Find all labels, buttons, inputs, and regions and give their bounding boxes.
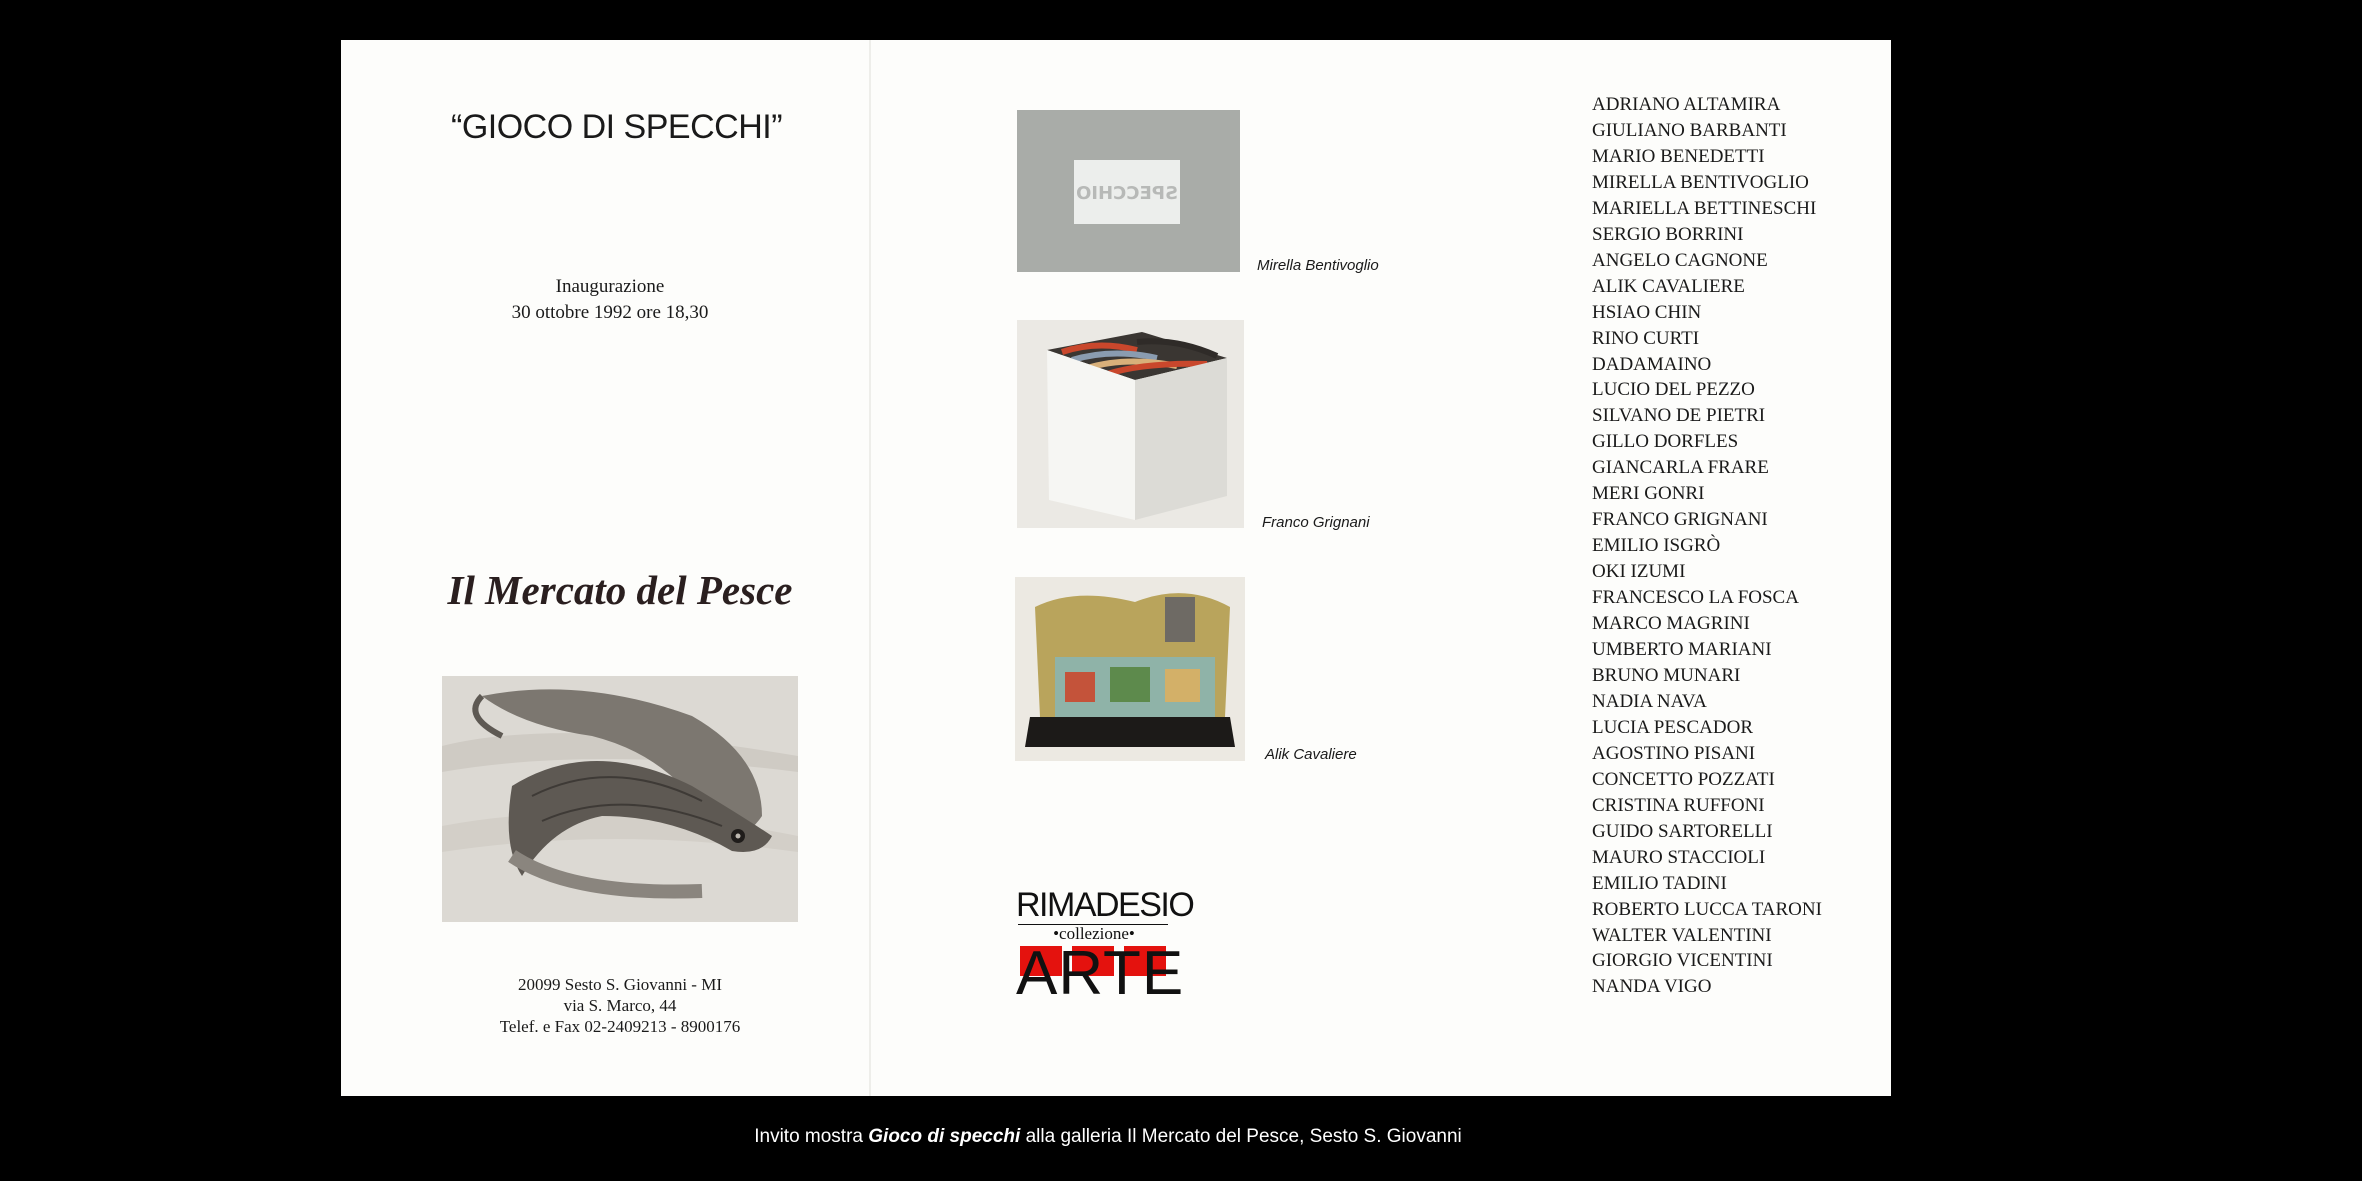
footer-title: Gioco di specchi (868, 1126, 1021, 1147)
artist-name: ANGELO CAGNONE (1592, 249, 1768, 271)
fold-line (869, 40, 871, 1096)
artist-name: LUCIO DEL PEZZO (1592, 379, 1755, 401)
artist-name: MARIELLA BETTINESCHI (1592, 197, 1817, 219)
artwork-photo-aquarium (1015, 577, 1245, 761)
artist-name: GIANCARLA FRARE (1592, 457, 1769, 479)
artist-name: DADAMAINO (1592, 353, 1712, 375)
artist-name: UMBERTO MARIANI (1592, 639, 1772, 661)
artist-name: MIRELLA BENTIVOGLIO (1592, 171, 1809, 193)
artist-name: HSIAO CHIN (1592, 301, 1702, 323)
koi-fish-engraving (442, 676, 798, 922)
address-line-3: Telef. e Fax 02-2409213 - 8900176 (499, 1017, 741, 1036)
artist-name: NADIA NAVA (1592, 690, 1707, 712)
artist-name: AGOSTINO PISANI (1592, 742, 1756, 764)
address-line-2: via S. Marco, 44 (563, 996, 677, 1015)
artist-name: GIULIANO BARBANTI (1592, 119, 1787, 141)
footer-caption (0, 1126, 2216, 1148)
artwork-photo-white-box (1017, 320, 1244, 528)
footer-suffix: alla galleria Il Mercato del Pesce, Sesto S. Giovanni (1020, 1126, 1462, 1147)
artist-list (1592, 92, 1822, 1000)
mirror-sign-text: SPECCHIO (1076, 183, 1178, 204)
artist-name: RINO CURTI (1592, 327, 1700, 349)
artist-name: CONCETTO POZZATI (1592, 768, 1775, 790)
logo-word: ARTE (1016, 939, 1185, 1008)
caption-work-2: Franco Grignani (1262, 514, 1370, 531)
rimadesio-logo (1016, 886, 1194, 1010)
artist-name: ROBERTO LUCCA TARONI (1592, 898, 1822, 920)
artist-name: NANDA VIGO (1592, 976, 1712, 998)
caption-work-3: Alik Cavaliere (1265, 746, 1357, 763)
artist-name: FRANCESCO LA FOSCA (1592, 587, 1799, 609)
footer-prefix: Invito mostra (754, 1126, 869, 1147)
artist-name: ALIK CAVALIERE (1592, 275, 1745, 297)
venue-name: Il Mercato del Pesce (447, 567, 793, 613)
inauguration-block (470, 274, 750, 326)
artist-name: ADRIANO ALTAMIRA (1592, 94, 1781, 115)
address-line-1: 20099 Sesto S. Giovanni - MI (518, 975, 722, 994)
artist-name: BRUNO MUNARI (1592, 664, 1741, 686)
artist-name: MAURO STACCIOLI (1592, 846, 1766, 868)
exhibition-title: “GIOCO DI SPECCHI” (451, 108, 783, 146)
logo-name: RIMADESIO (1016, 886, 1194, 924)
artist-name: MERI GONRI (1592, 483, 1705, 505)
inauguration-label: Inaugurazione (555, 276, 665, 297)
artist-name: LUCIA PESCADOR (1592, 716, 1753, 738)
artist-name: MARIO BENEDETTI (1592, 145, 1765, 167)
artist-name: CRISTINA RUFFONI (1592, 794, 1765, 816)
artist-name: WALTER VALENTINI (1592, 924, 1772, 946)
caption-work-1: Mirella Bentivoglio (1257, 257, 1379, 274)
artist-name: OKI IZUMI (1592, 561, 1686, 583)
artist-name: SERGIO BORRINI (1592, 223, 1744, 245)
venue-address (450, 974, 790, 1037)
artist-name: GUIDO SARTORELLI (1592, 820, 1773, 842)
artist-name: EMILIO ISGRÒ (1592, 535, 1721, 557)
artist-name: SILVANO DE PIETRI (1592, 405, 1766, 427)
logo-sub: •collezione• (1053, 924, 1135, 943)
artist-name: GILLO DORFLES (1592, 431, 1739, 453)
artist-name: FRANCO GRIGNANI (1592, 509, 1768, 531)
artist-name: MARCO MAGRINI (1592, 613, 1750, 635)
artist-name: GIORGIO VICENTINI (1592, 950, 1773, 972)
artist-name: EMILIO TADINI (1592, 872, 1727, 894)
artwork-photo-mirror-sign (1017, 110, 1240, 272)
inauguration-date: 30 ottobre 1992 ore 18,30 (511, 302, 709, 323)
